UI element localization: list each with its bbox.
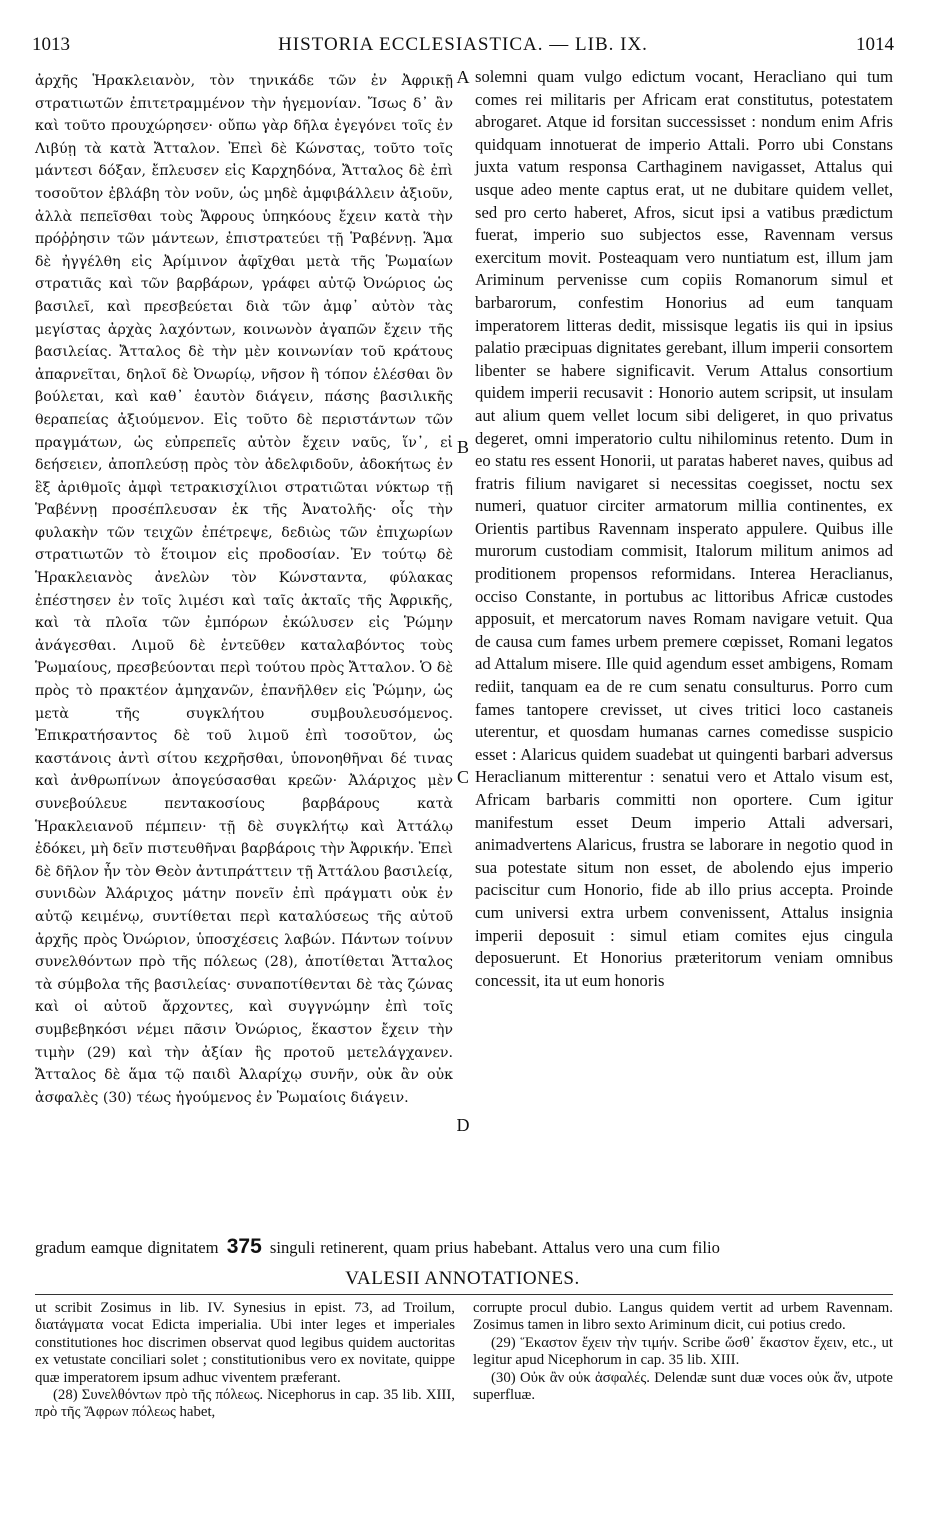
running-title: HISTORIA ECCLESIASTICA. — LIB. IX. bbox=[278, 34, 648, 55]
annotations-title: VALESII ANNOTATIONES. bbox=[345, 1268, 580, 1289]
section-markers bbox=[453, 66, 473, 1266]
annotation-29: (29) Ἕκαστον ἔχειν τὴν τιμήν. Scribe ὥσθ᾽ ἕκαστον ἔχειν, etc., ut legitur apud Nicephorum in cap. 35 lib. XIII. bbox=[473, 1334, 893, 1369]
section-marker-d: D bbox=[456, 1115, 470, 1135]
page-number-right: 1014 bbox=[856, 34, 894, 55]
greek-column: ἀρχῆς Ἡρακλειανὸν, τὸν τηνικάδε τῶν ἐν Ἀφρικῇ στρατιωτῶν ἐπιτετραμμένον τὴν ἡγεμονίαν. Ἴσως δ᾽ ἂν καὶ τοῦτο προυχώρησεν· οὔπω γὰρ δῆλα ἐγεγόνει τοῖς ἐν Λιβύῃ τὰ κατὰ Ἄτταλον. Ἐπεὶ δὲ Κώνστας, τοῦτο τοῖς μάντεσι δόξαν, ἔπλευσεν εἰς Καρχηδόνα, Ἄτταλος δὲ ἐπὶ τοσοῦτον ἐβλάβη τὸν νοῦν, ὡς μηδὲ ἀμφιβάλλειν ἀξιοῦν, ἀλλὰ πεπεῖσθαι τοὺς Ἄφρους ὑπηκόους ἔχειν κατὰ τὴν πρόῤῥησιν τῶν μάντεων, ἐπιστρατεύει τῇ Ῥαβέννῃ. Ἅμα δὲ ἠγγέλθη εἰς Ἀρίμινον ἀφῖχθαι μετὰ τῆς Ῥωμαίων στρατιᾶς καὶ τῶν βαρβάρων, γράφει αὐτῷ Ὀνώριος ὡς βασιλεῖ, καὶ πρεσβεύεται διὰ τῶν ἀμφ᾽ αὐτὸν τὰς μεγίστας ἀρχὰς λαχόντων, κοινωνὸν ἀγαπῶν ἔχειν τῆς βασιλείας. Ἄτταλος δὲ τὴν μὲν κοινωνίαν τοῦ κράτους ἀπαρνεῖται, δηλοῖ δὲ Ὀνωρίῳ, νῆσον ἢ τόπον ἑλέσθαι ὃν βούλεται, καὶ καθ᾽ ἑαυτὸν διάγειν, πάσης βασιλικῆς θεραπείας ἀξιούμενον. Εἰς τοῦτο δὲ περιστάντων τῶν πραγμάτων, ὡς εὐπρεπεῖς αὐτὸν ἔχειν ναῦς, ἵν᾽, εἰ δεήσειεν, ἀποπλεύσῃ πρὸς τὸν ἀδελφιδοῦν, ἀδοκήτως ἐν ἓξ ἀριθμοῖς ἀμφὶ τετρακισχίλιοι στρατιῶται νύκτωρ τῇ Ῥαβέννῃ προσέπλευσαν ἐκ τῆς Ἀνατολῆς· οἷς τὴν φυλακὴν τῶν τειχῶν ἐπέτρεψε, δεδιὼς τῶν ἐπιχωρίων στρατιωτῶν τὸ ἕτοιμον εἰς προδοσίαν. Ἐν τούτῳ δὲ Ἡρακλειανὸς ἀνελὼν τὸν Κώνσταντα, φύλακας ἐπέστησεν ἐν τοῖς λιμέσι καὶ ταῖς ἀκταῖς τῆς Ἀφρικῆς, καὶ τὰ πλοῖα τῶν ἐμπόρων ἐκώλυσεν εἰς Ῥώμην ἀνάγεσθαι. Λιμοῦ δὲ ἐντεῦθεν καταλαβόντος τοὺς Ῥωμαίους, πρεσβεύονται περὶ τούτου πρὸς Ἄτταλον. Ὁ δὲ πρὸς τὸ πρακτέον ἀμηχανῶν, ἐπανῆλθεν εἰς Ῥώμην, ὡς μετὰ τῆς συγκλήτου συμβουλευσόμενος. Ἐπικρατήσαντος δὲ τοῦ λιμοῦ ἐπὶ τοσοῦτον, ὡς καστάνοις ἀντὶ σίτου κεχρῆσθαι, ὑπονοηθῆναι δέ τινας καὶ ἀνθρωπίνων ἀπογεύσασθαι κρεῶν· Ἀλάριχος μὲν συνεβούλευε πεντακοσίους βαρβάρους κατὰ Ἡρακλειανοῦ πέμπειν· τῇ δὲ συγκλήτῳ καὶ Ἀττάλῳ ἐδόκει, μὴ δεῖν πιστευθῆναι βαρβάροις τὴν Ἀφρικήν. Ἐπεὶ δὲ δῆλον ἦν τὸν Θεὸν ἀντιπράττειν τῇ Ἀττάλου βασιλείᾳ, συνιδὼν Ἀλάριχος μάτην πονεῖν ἐπὶ πράγματι οὐκ ἐν αὐτῷ κειμένῳ, συντίθεται περὶ καταλύσεως τῆς αὐτοῦ ἀρχῆς πρὸς Ὀνώριον, ὑποσχέσεις λαβών. Πάντων τοίνυν συνελθόντων πρὸ τῆς πόλεως (28), ἀποτίθεται Ἄτταλος τὰ σύμβολα τῆς βασιλείας· συναποτίθενται δὲ τὰς ζώνας καὶ οἱ αὐτοῦ ἄρχοντες, καὶ συγγνώμην ἐπὶ τοῖς συμβεβηκόσι νέμει πᾶσιν Ὀνώριος, ἕκαστον ἔχειν τὴν τιμὴν (29) καὶ τὴν ἀξίαν ἣς προτοῦ μετελάγχανεν. Ἄτταλος δὲ ἅμα τῷ παιδὶ Ἀλαρίχῳ συνῆν, οὐκ ἂν οὐκ ἀσφαλὲς (30) τέως ἡγούμενος ἐν Ῥωμαίοις διάγειν. bbox=[35, 73, 453, 1106]
annotation-paragraph: corrupte procul dubio. Langus quidem vertit ad urbem Ravennam. Zosimus tamen in libro sexto Ariminum dicit, cui potius credo. bbox=[473, 1300, 893, 1334]
column-number: 375 bbox=[226, 1235, 262, 1258]
continuation-after: singuli retinerent, quam prius habebant. Attalus vero una cum filio bbox=[269, 1238, 720, 1257]
page-header bbox=[32, 34, 894, 60]
section-marker-b: B bbox=[456, 437, 469, 457]
section-marker-c: C bbox=[456, 767, 469, 787]
annotation-30: (30) Οὐκ ἂν οὐκ ἀσφαλές. Delendæ sunt duæ voces οὐκ ἄν, utpote superfluæ. bbox=[473, 1369, 893, 1404]
annotation-28: (28) Συνελθόντων πρὸ τῆς πόλεως. Nicephorus in cap. 35 lib. XIII, πρὸ τῆς Ἄφρων πόλεως habet, bbox=[35, 1387, 455, 1421]
annotation-paragraph: ut scribit Zosimus in lib. IV. Synesius in epist. 73, ad Troilum, διατάγματα vocat Edicta imperialia. Ubi inter leges et imperiales constitutiones hoc discrimen observat quod legibus quidem auctoritas ex vetustate conciliari solet ; constitutionibus vero ex novitate, quippe quæ imperatorem ipsum adhuc viventem præferant. bbox=[35, 1300, 455, 1386]
continuation-before: gradum eamque dignitatem bbox=[35, 1238, 219, 1257]
annotations-right-column bbox=[473, 1300, 893, 1404]
divider bbox=[35, 1294, 893, 1295]
latin-column: solemni quam vulgo edictum vocant, Heracliano qui tum comes rei militaris per Africam erat constitutus, potestatem abrogaret. Atque id forsitan successisset : nondum enim Afris quidquam innotuerat de imperio Attali. Porro ubi Constans juxta vatum responsa Carthaginem navigasset, Attalus qui usque adeo mente captus erat, ut ne dubitare quidem vellet, sed pro certo haberet, Afros, sicut ipsi a vatibus prædictum fuerat, imperio suo subjectos esse, Ravennam versus exercitum movit. Posteaquam vero nuntiatum est, illum jam Ariminum pervenisse cum copiis Romanorum simul et barbarorum, confestim Honorius ad eum tanquam imperatorem litteras dedit, missisque legatis iis qui in ipsius palatio præcipuas dignitates gerebant, illum imperii consortem libenter se habere significavit. Verum Attalus consortium quidem imperii recusavit : Honorio autem scripsit, ut insulam aut alium quem vellet locum sibi deligeret, in quo privatus degeret, omni imperatorio cultu nihilominus retento. Dum in eo statu res essent Honorii, ut paratas haberet naves, quibus ad fratris filium navigaret si necessitas coegisset, noctu sex numeri, quatuor circiter armatorum millia continentes, ex Orientis partibus Ravennam insperato appulere. Quibus ille murorum custodiam commisit, Italorum militum animos ad proditionem propensos reformidans. Interea Heraclianus, occiso Constante, in portubus ac littoribus Africæ custodes apposuit, et mercatorum naves Romam navigare vetuit. Qua de causa cum fames urbem premere cœpisset, Romani legatos ad Attalum misere. Ille quid agendum esset ambigens, Romam rediit, tanquam ea de re cum senatu consulturus. Porro cum fames tantopere crevisset, ut cives tritici loco castaneis uterentur, et quosdam humanas carnes comedisse suspicio esset : Alaricus quidem suadebat ut quingenti barbari adversus Heraclianum mitterentur : senatui vero et Attalo visum est, Africam barbaris committi non oportere. Cum igitur manifestum esset Deum imperio Attali adversari, animadvertens Alaricus, frustra se laborare in negotio quod in sua potestate situm non esset, de abolendo ejus imperio paciscitur cum Honorio, fide ab illo prius accepta. Proinde cum universi extra urbem convenissent, Attalus insignia imperii deposuit : simul etiam comites ejus cingula deposuerunt. Et Honorius præteritorum veniam omnibus concessit, ita ut eum honoris bbox=[475, 67, 893, 990]
section-marker-a: A bbox=[456, 67, 470, 87]
page-number-left: 1013 bbox=[32, 34, 70, 55]
annotations-left-column bbox=[35, 1300, 455, 1422]
continuation-line bbox=[35, 1236, 893, 1259]
